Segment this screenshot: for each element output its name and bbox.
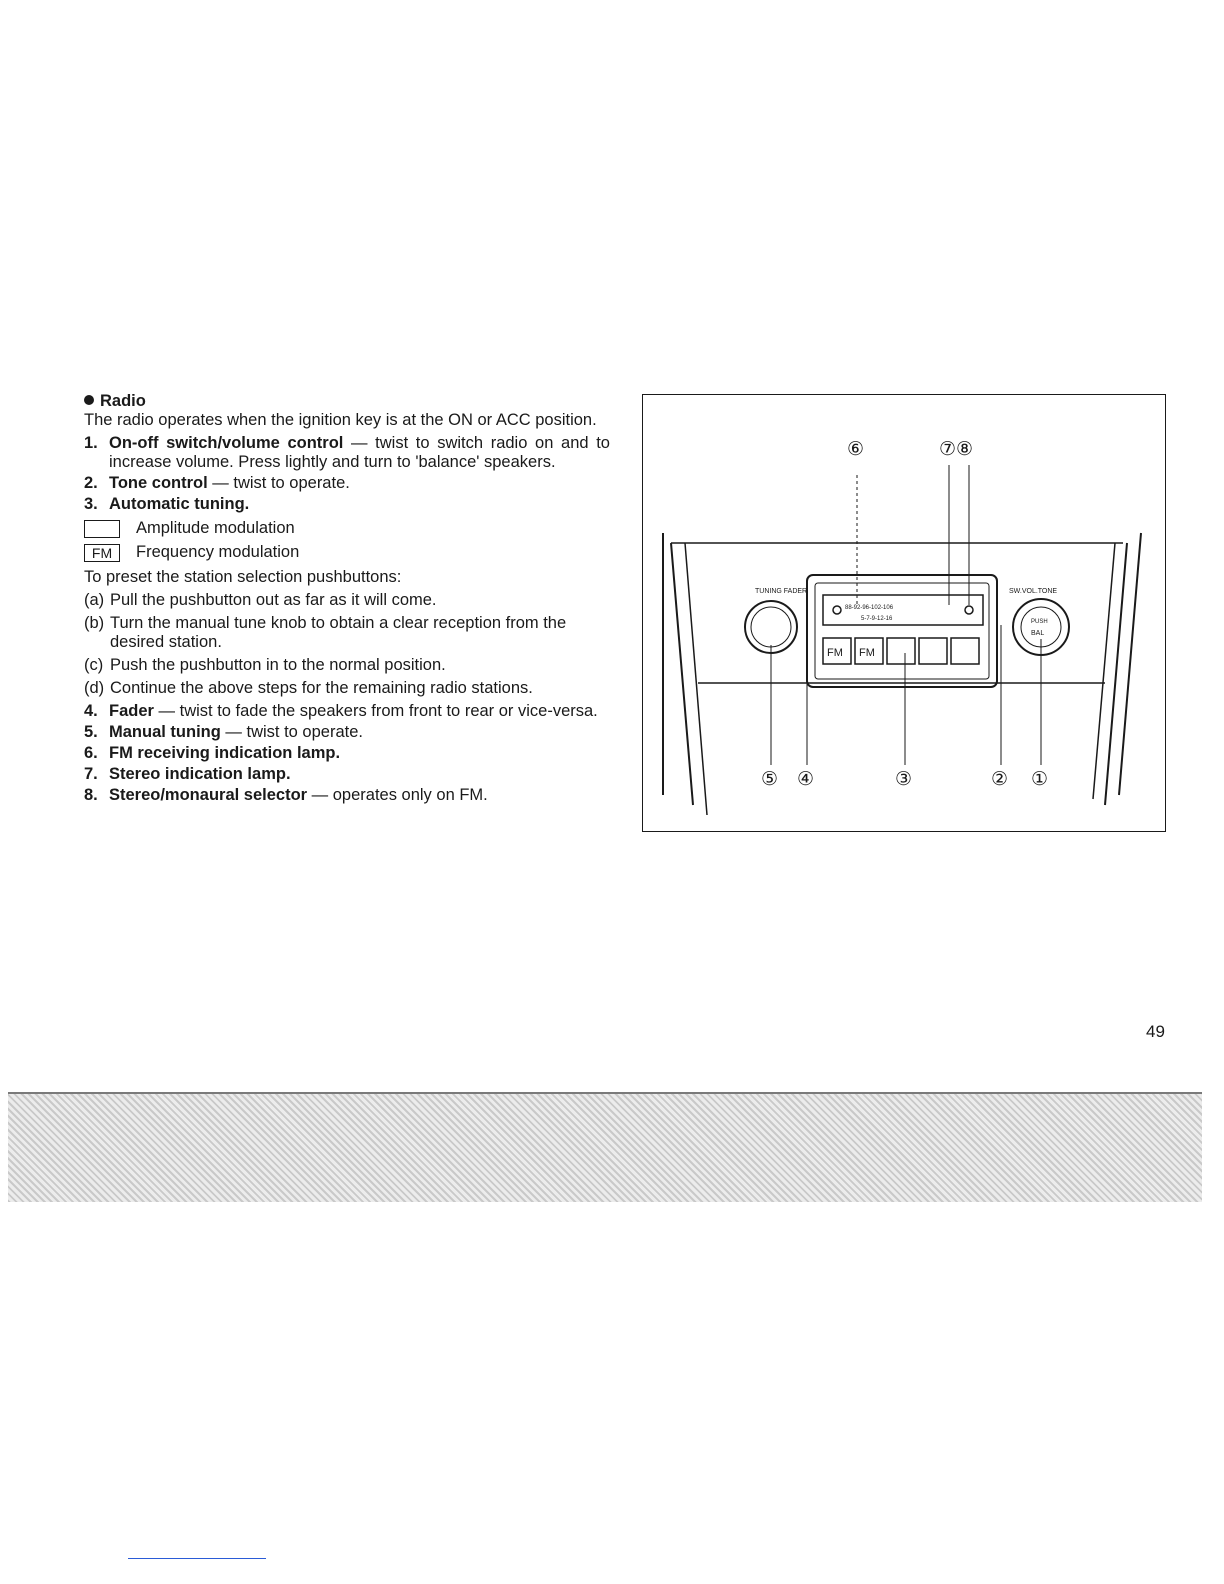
right-knob-label: SW.VOL.TONE (1009, 588, 1058, 595)
callout-6: ⑥ (847, 439, 865, 460)
modulation-am: Amplitude modulation (84, 519, 610, 538)
items-b (84, 702, 610, 805)
preset-button[interactable] (951, 638, 979, 664)
callout-3: ③ (895, 769, 913, 790)
callout-7-8: ⑦⑧ (939, 439, 974, 460)
scan-band (8, 1092, 1202, 1202)
list-item: 3. Automatic tuning. (84, 495, 250, 513)
console-right-pillar-inner (1093, 543, 1115, 799)
list-item: 5. Manual tuning — twist to operate. (84, 723, 363, 741)
list-item: 4. Fader — twist to fade the speakers from front to rear or vice-versa. (84, 702, 598, 720)
list-item: 1. On-off switch/volume control — twist to switch radio on and to increase volume. Press lightly and turn to 'balance' speakers. (84, 434, 610, 471)
radio-diagram-svg (643, 395, 1167, 833)
callout-5: ⑤ (761, 769, 779, 790)
knob-push-text: PUSH (1031, 619, 1048, 625)
preset-button[interactable] (887, 638, 915, 664)
left-knob-label: TUNING FADER (755, 588, 808, 595)
list-item: 6. FM receiving indication lamp. (84, 744, 341, 762)
callout-2: ② (991, 769, 1009, 790)
preset-label: FM (859, 647, 875, 659)
section-intro: The radio operates when the ignition key is at the ON or ACC position. (84, 411, 597, 429)
list-item: 7. Stereo indication lamp. (84, 765, 291, 783)
modulation-fm: FM Frequency modulation (84, 543, 610, 562)
console-right-pillar (1105, 543, 1127, 805)
am-indicator-box (84, 520, 120, 538)
preset-step: (b) Turn the manual tune knob to obtain a clear reception from the desired station. (84, 614, 567, 651)
bullet-icon (84, 395, 94, 405)
preset-label: FM (827, 647, 843, 659)
console-right-edge (1119, 533, 1141, 795)
list-item: 2. Tone control — twist to operate. (84, 474, 350, 492)
preset-button[interactable] (919, 638, 947, 664)
items-a (84, 434, 610, 514)
section-title: Radio (84, 392, 610, 411)
list-item: 8. Stereo/monaural selector — operates only on FM. (84, 786, 488, 804)
console-left-pillar-inner (685, 543, 707, 815)
knob-bal-text: BAL (1031, 630, 1045, 637)
footer-rule (128, 1558, 266, 1559)
console-left-pillar (671, 543, 693, 805)
tuning-knob-inner (751, 607, 791, 647)
fm-indicator-box: FM (84, 544, 120, 562)
dial-fm-scale: 88-92-96-102-106 (845, 605, 894, 611)
dial-am-scale: 5-7-9-12-16 (861, 616, 893, 622)
preset-step: (a) Pull the pushbutton out as far as it will come. (84, 591, 437, 609)
callout-1: ① (1031, 769, 1049, 790)
fm-lamp-icon (833, 606, 841, 614)
preset-step: (d) Continue the above steps for the remaining radio stations. (84, 679, 533, 697)
radio-diagram (642, 394, 1166, 832)
radio-section (84, 392, 610, 807)
preset-buttons (823, 638, 979, 664)
page-number: 49 (1146, 1022, 1165, 1041)
preset-intro: To preset the station selection pushbuttons: (84, 568, 402, 586)
preset-step: (c) Push the pushbutton in to the normal position. (84, 656, 446, 674)
callout-4: ④ (797, 769, 815, 790)
stereo-lamp-icon (965, 606, 973, 614)
